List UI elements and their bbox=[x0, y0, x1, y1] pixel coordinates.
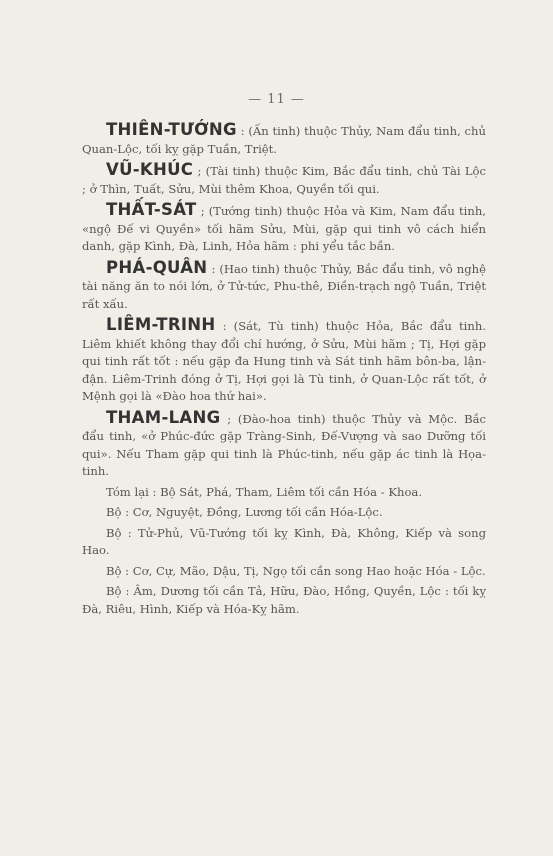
entry-text: : (Ấn tinh) thuộc Thủy, Nam đẩu tinh, chủ Quan-Lộc, tối kỵ gặp Tuần, Triệt. bbox=[82, 124, 486, 156]
entry-line bbox=[82, 121, 486, 158]
entry-term: PHÁ-QUÂN bbox=[106, 257, 208, 277]
entry-term: VŨ-KHÚC bbox=[106, 160, 194, 179]
entry-text: : (Sát, Tù tinh) thuộc Hỏa, Bắc đẩu tinh. Liêm khiết không thay đổi chí hướng, ở Sửu, Mùi hãm ; Tị, Hợi gặp qui tinh rất tốt : nếu gặp đa Hung tinh và Sát tinh hãm bôn-ba, lận-đận. Liêm-Trinh đóng ở Tị, Hợi gọi là Tù tinh, ở Quan-Lộc rất tốt, ở Mệnh gọi là «Đào hoa thứ hai». bbox=[82, 319, 486, 403]
entry-vu-khuc bbox=[82, 161, 486, 198]
entry-liem-trinh bbox=[82, 316, 486, 406]
entry-text: ; (Đào-hoa tinh) thuộc Thủy và Mộc. Bắc đẩu tinh, «ở Phúc-đức gặp Tràng-Sinh, Đế-Vượng và sao Dưỡng tối qui». Nếu Tham gặp qui tinh là Phúc-tinh, nếu gặp ác tinh là Họa-tinh. bbox=[82, 411, 486, 478]
entry-line bbox=[82, 316, 486, 406]
entry-text: : (Hao tinh) thuộc Thủy, Bắc đẩu tinh, vô nghệ tài năng ăn to nói lớn, ở Tử-tức, Phu-thê, Điền-trạch ngộ Tuần, Triệt rất xấu. bbox=[82, 261, 486, 311]
page-number: — 11 — bbox=[248, 92, 305, 107]
entry-pha-quan bbox=[82, 259, 486, 314]
entry-that-sat bbox=[82, 201, 486, 256]
summary-paragraph: Bộ : Cơ, Cự, Mão, Dậu, Tị, Ngọ tối cần song Hao hoặc Hóa - Lộc. bbox=[106, 563, 486, 578]
entry-term: LIÊM-TRINH bbox=[106, 315, 216, 334]
entry-term: THIÊN-TƯỚNG bbox=[106, 120, 237, 139]
entry-tham-lang bbox=[82, 409, 486, 481]
entry-line bbox=[82, 161, 486, 198]
entry-term: THẤT-SÁT bbox=[106, 200, 197, 219]
page-content bbox=[82, 121, 486, 621]
summary-paragraph: Tóm lại : Bộ Sát, Phá, Tham, Liêm tối cần Hóa - Khoa. bbox=[106, 484, 423, 499]
summary-paragraph: Bộ : Tử-Phủ, Vũ-Tướng tối kỵ Kình, Đà, Không, Kiếp và song Hao. bbox=[82, 525, 486, 557]
entry-line bbox=[82, 409, 486, 481]
entry-line bbox=[82, 259, 486, 314]
entry-text: ; (Tướng tinh) thuộc Hỏa và Kim, Nam đẩu tinh, «ngộ Đế vi Quyền» tối hãm Sửu, Mùi, gặp qui tinh vô cách hiển danh, gặp Kình, Đà, Linh, Hỏa hãm : phi yểu tắc bần. bbox=[82, 204, 486, 253]
entry-term: THAM-LANG bbox=[106, 407, 221, 427]
entry-line bbox=[82, 201, 486, 256]
summary-paragraph: Bộ : Cơ, Nguyệt, Đồng, Lương tối cần Hóa-Lộc. bbox=[106, 505, 383, 519]
summary-paragraph: Bộ : Âm, Dương tối cần Tả, Hữu, Đào, Hồng, Quyền, Lộc : tối kỵ Đà, Riêu, Hình, Kiếp và Hóa-Kỵ hãm. bbox=[82, 584, 486, 616]
entry-thien-tuong bbox=[82, 121, 486, 158]
entry-text: ; (Tài tinh) thuộc Kim, Bắc đẩu tinh, chủ Tài Lộc ; ở Thìn, Tuất, Sửu, Mùi thêm Khoa, Quyền tối qui. bbox=[82, 164, 486, 196]
